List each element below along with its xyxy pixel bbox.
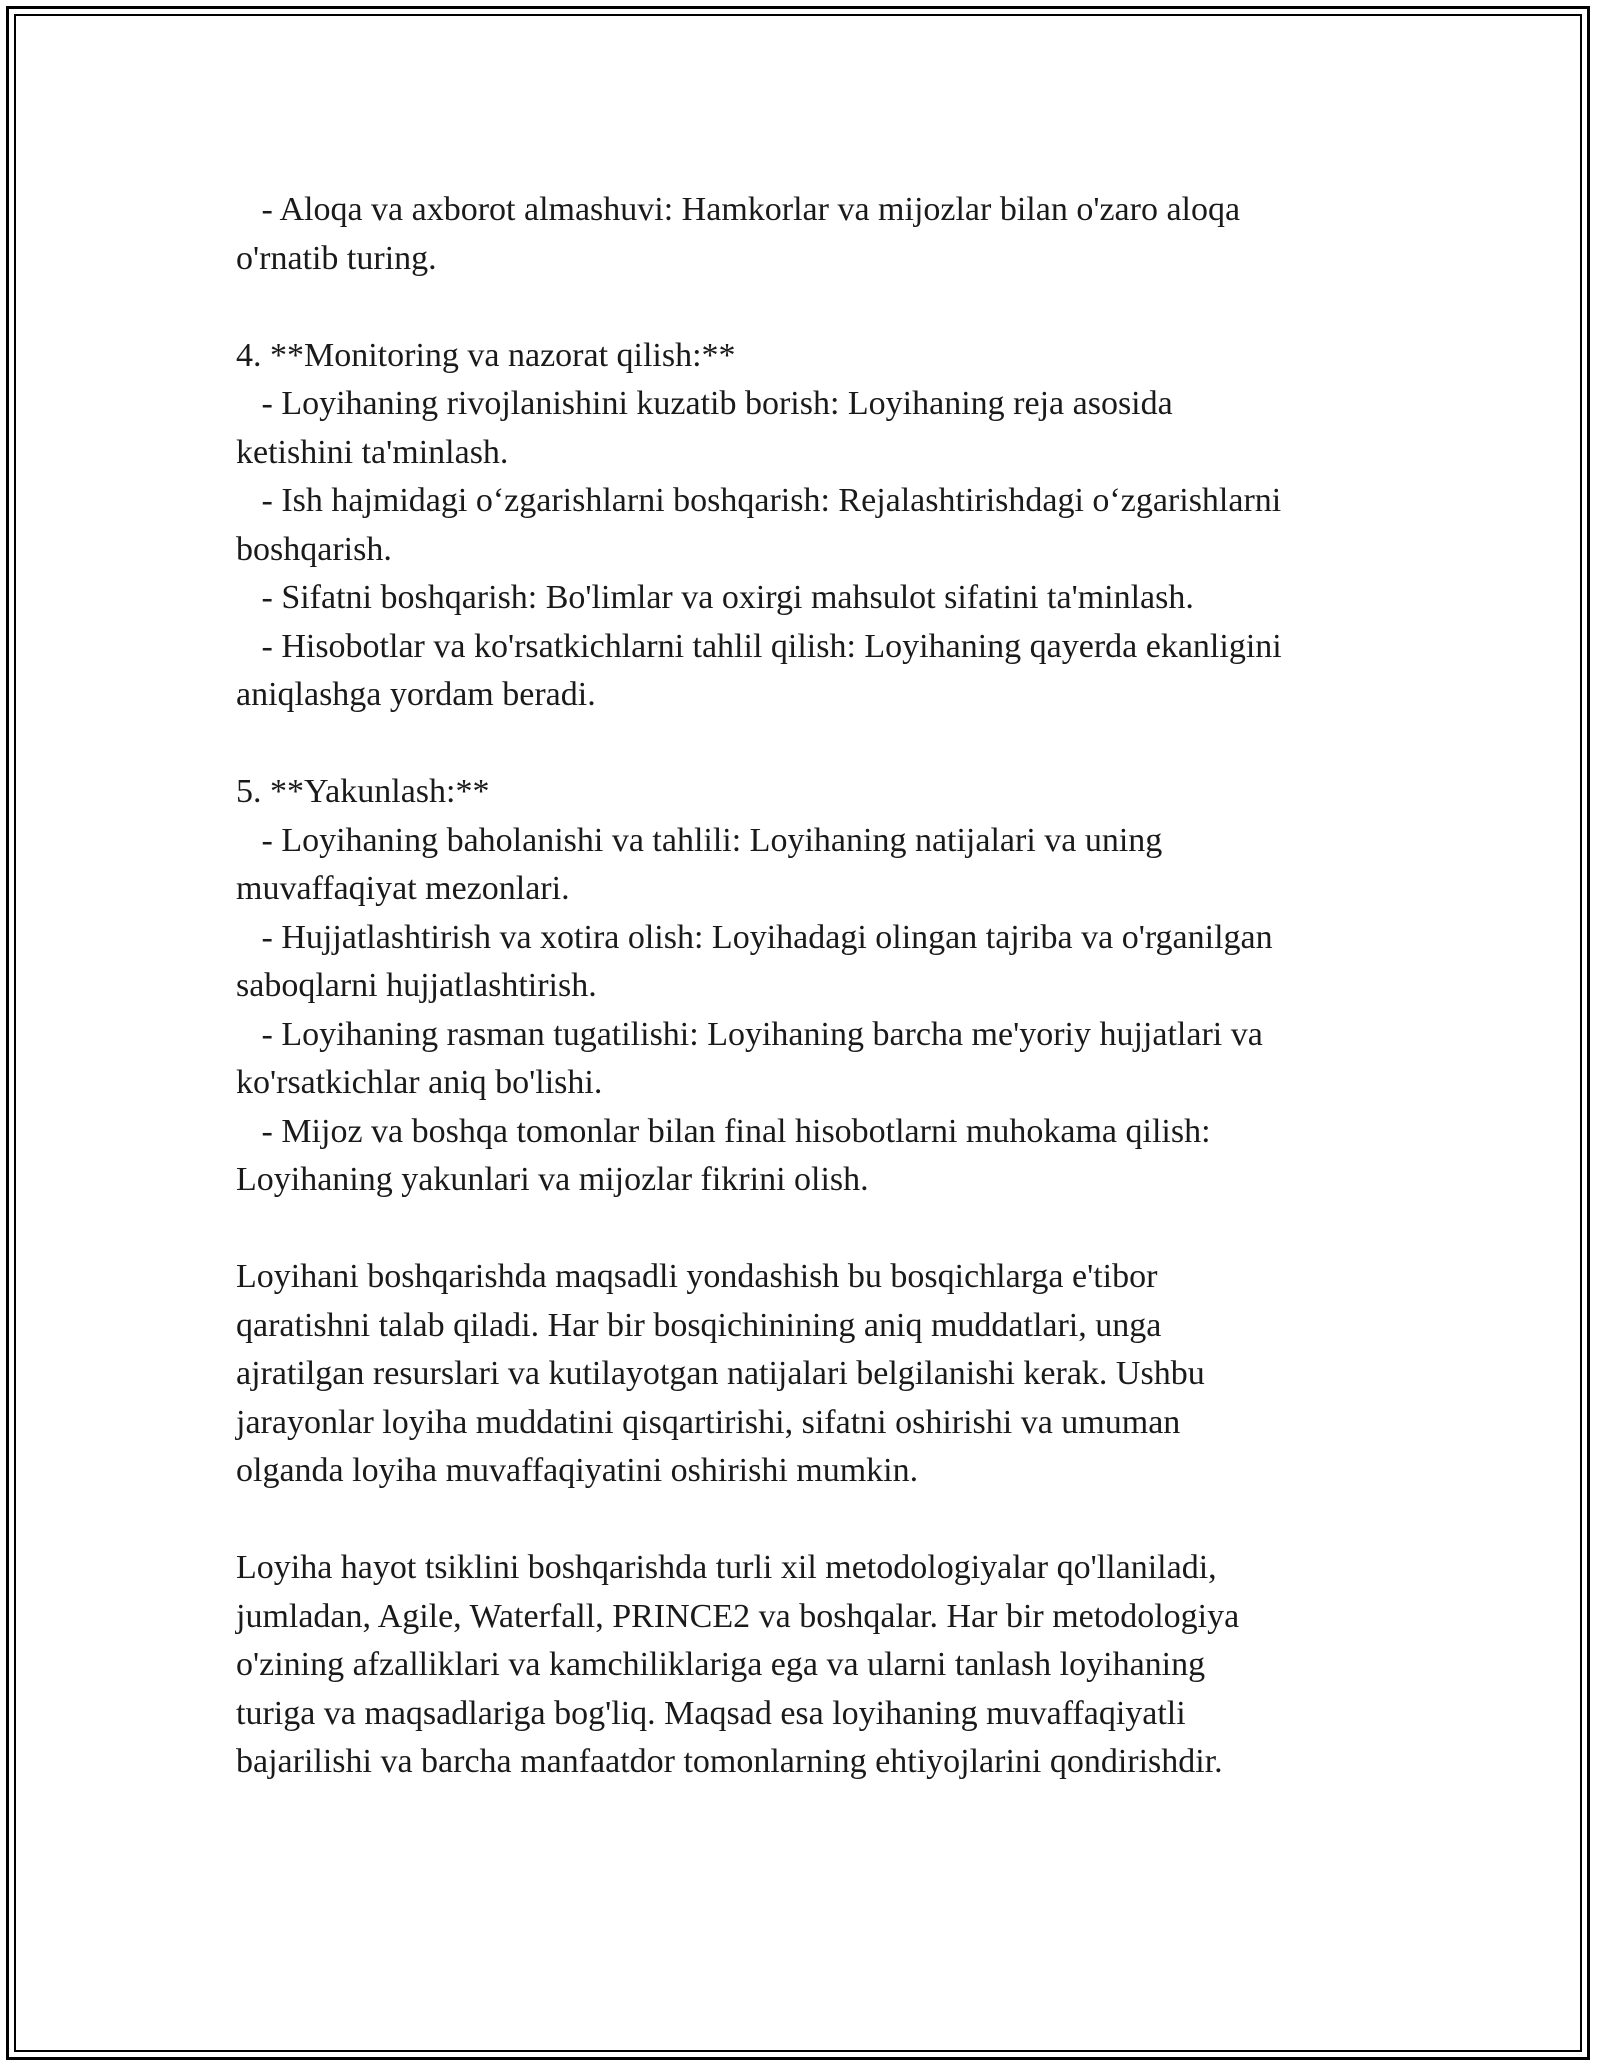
blank-line — [236, 1496, 1386, 1545]
text-line: muvaffaqiyat mezonlari. — [236, 870, 570, 907]
text-line: Loyihaning yakunlari va mijozlar fikrini olish. — [236, 1161, 869, 1198]
paragraph-line: qaratishni talab qiladi. Har bir bosqichinining aniq muddatlari, unga — [236, 1306, 1162, 1344]
text-line: - Loyihaning baholanishi va tahlili: Loyihaning natijalari va uning — [236, 821, 1163, 859]
paragraph-line: jarayonlar loyiha muddatini qisqartirishi, sifatni oshirishi va umuman — [236, 1403, 1181, 1441]
text-line: - Hujjatlashtirish va xotira olish: Loyihadagi olingan tajriba va o'rganilgan — [236, 918, 1273, 956]
text-line: - Loyihaning rivojlanishini kuzatib borish: Loyihaning reja asosida — [236, 385, 1173, 422]
text-line: o'rnatib turing. — [236, 239, 437, 277]
paragraph-line: turiga va maqsadlariga bog'liq. Maqsad esa loyihaning muvaffaqiyatli — [236, 1694, 1186, 1732]
paragraph-line: o'zining afzalliklari va kamchiliklariga ega va ularni tanlash loyihaning — [236, 1646, 1206, 1683]
section-heading: 4. **Monitoring va nazorat qilish:** — [236, 336, 736, 374]
text-line: ketishini ta'minlash. — [236, 433, 509, 471]
text-line: boshqarish. — [236, 530, 392, 568]
text-line: - Aloqa va axborot almashuvi: Hamkorlar va mijozlar bilan o'zaro aloqa — [236, 191, 1241, 228]
paragraph-line: jumladan, Agile, Waterfall, PRINCE2 va boshqalar. Har bir metodologiya — [236, 1597, 1240, 1635]
paragraph-line: Loyihani boshqarishda maqsadli yondashish bu bosqichlarga e'tibor — [236, 1258, 1158, 1295]
text-line: - Sifatni boshqarish: Bo'limlar va oxirgi mahsulot sifatini ta'minlash. — [236, 579, 1194, 616]
text-line: - Mijoz va boshqa tomonlar bilan final hisobotlarni muhokama qilish: — [236, 1112, 1211, 1150]
text-line: - Loyihaning rasman tugatilishi: Loyihaning barcha me'yoriy hujjatlari va — [236, 1015, 1263, 1053]
blank-line — [236, 1205, 1386, 1254]
text-line: ko'rsatkichlar aniq bo'lishi. — [236, 1064, 603, 1101]
text-line: aniqlashga yordam beradi. — [236, 676, 596, 713]
section-heading: 5. **Yakunlash:** — [236, 773, 490, 810]
text-line: - Ish hajmidagi o‘zgarishlarni boshqarish: Rejalashtirishdagi o‘zgarishlarni — [236, 482, 1282, 519]
paragraph-line: Loyiha hayot tsiklini boshqarishda turli xil metodologiyalar qo'llaniladi, — [236, 1549, 1217, 1586]
document-body — [236, 186, 1386, 1787]
paragraph-line: olganda loyiha muvaffaqiyatini oshirishi mumkin. — [236, 1452, 919, 1489]
text-line: - Hisobotlar va ko'rsatkichlarni tahlil qilish: Loyihaning qayerda ekanligini — [236, 627, 1282, 665]
blank-line — [236, 283, 1386, 332]
text-line: saboqlarni hujjatlashtirish. — [236, 967, 597, 1004]
blank-line — [236, 720, 1386, 769]
paragraph-line: ajratilgan resurslari va kutilayotgan natijalari belgilanishi kerak. Ushbu — [236, 1355, 1205, 1392]
paragraph-line: bajarilishi va barcha manfaatdor tomonlarning ehtiyojlarini qondirishdir. — [236, 1743, 1223, 1780]
